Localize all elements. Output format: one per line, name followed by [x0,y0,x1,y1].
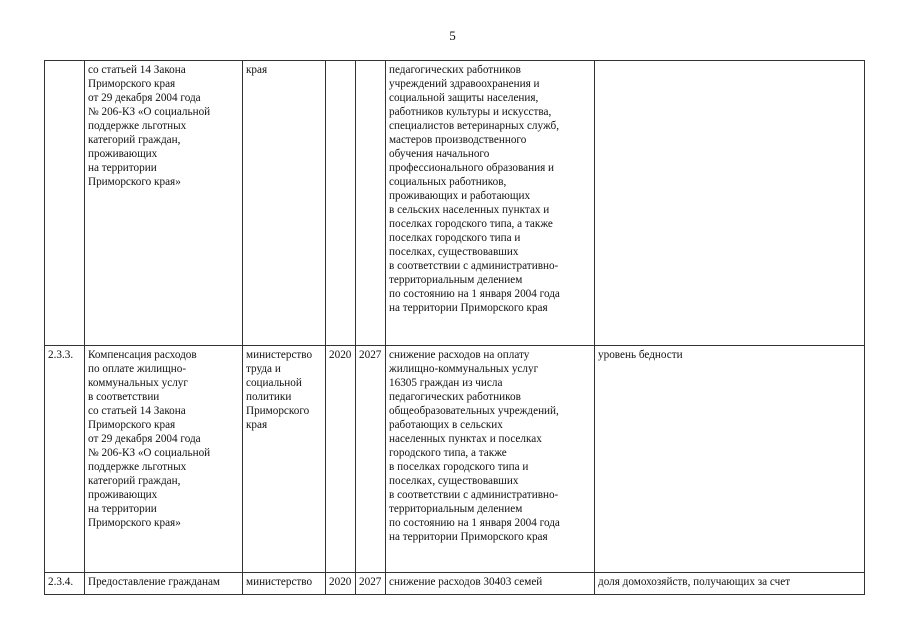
measure-name: со статьей 14 Закона Приморского края от 29 декабря 2004 года № 206-КЗ «О социальной поддержке льготных категорий граждан, проживающих на территории Приморского края» [85,61,243,346]
indicator [595,61,865,346]
row-number [45,61,85,346]
page-number: 5 [449,28,456,43]
expected-result: снижение расходов 30403 семей [386,573,595,595]
start-year [326,61,356,346]
measure-name: Компенсация расходов по оплате жилищно- коммунальных услуг в соответствии со статьей 14 Закона Приморского края от 29 декабря 2004 года № 206-КЗ «О социальной поддержке льготных категорий граждан, проживающих на территории Приморского края» [85,346,243,573]
start-year: 2020 [326,346,356,573]
executor: министерство труда и социальной политики Приморского края [243,346,326,573]
table-row [45,61,865,346]
row-number: 2.3.3. [45,346,85,573]
indicator: уровень бедности [595,346,865,573]
end-year: 2027 [356,573,386,595]
expected-result: снижение расходов на оплату жилищно-коммунальных услуг 16305 граждан из числа педагогических работников общеобразовательных учреждений, работающих в сельских населенных пунктах и поселках городского типа, а также в поселках городского типа и поселках, существовавших в соответствии с административно- территориальным делением по состоянию на 1 января 2004 года на территории Приморского края [386,346,595,573]
start-year: 2020 [326,573,356,595]
table-row [45,346,865,573]
table-row [45,573,865,595]
row-number: 2.3.4. [45,573,85,595]
expected-result: педагогических работников учреждений здравоохранения и социальной защиты населения, работников культуры и искусства, специалистов ветеринарных служб, мастеров производственного обучения начального профессионального образования и социальных работников, проживающих и работающих в сельских населенных пунктах и поселках городского типа, а также поселках городского типа и поселках, существовавших в соответствии с административно- территориальным делением по состоянию на 1 января 2004 года на территории Приморского края [386,61,595,346]
measure-name: Предоставление гражданам [85,573,243,595]
end-year: 2027 [356,346,386,573]
program-table [44,60,865,595]
executor: министерство [243,573,326,595]
executor: края [243,61,326,346]
end-year [356,61,386,346]
indicator: доля домохозяйств, получающих за счет [595,573,865,595]
